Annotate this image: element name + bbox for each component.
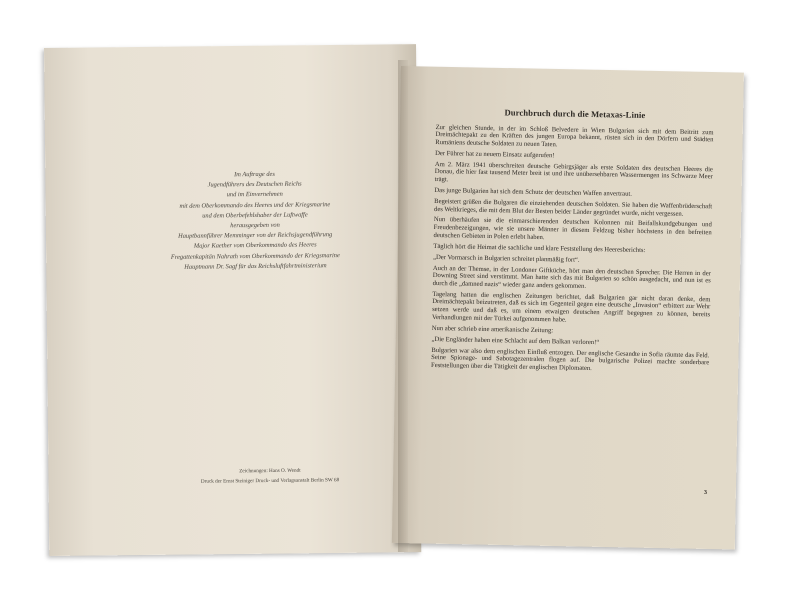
imprint-line: Hauptmann Dr. Sagf für das Reichsluftfahrtministerium: [184, 262, 327, 271]
paragraph: „Die Engländer haben eine Schlacht auf dem Balkan verloren!“: [431, 335, 600, 346]
imprint-block: [119, 169, 390, 274]
imprint-line: Fregattenkapitän Nahrath vom Oberkommando der Kriegsmarine: [170, 251, 340, 261]
imprint-line: Im Auftrage des: [234, 170, 275, 179]
imprint-line: herausgegeben von: [230, 221, 280, 230]
imprint-line: Jugendführers des Deutschen Reichs: [207, 180, 302, 189]
article-title: Durchbruch durch die Metaxas-Linie: [504, 107, 646, 121]
paragraph: Tagelang hatten die englischen Zeitungen berichtet, daß Bulgarien gar nicht daran denke, dem Dreimächtepakt beizutreten, daß es sich im Gegenteil gegen eine deutsche „Invasion“ erbittert zur Wehr setzen werde und daß es, um einem etwaigen deutschen Angriff begegnen zu können, bereits Verhandlungen mit der Türkei aufgenommen habe.: [431, 290, 711, 324]
printer-credit: Druck der Ernst Steiniger Druck- und Verlagsanstalt Berlin SW 68: [200, 477, 340, 485]
article: [431, 108, 714, 378]
paragraph: „Der Vormarsch in Bulgarien schreitet planmäßig fort“.: [433, 253, 580, 264]
imprint-line: Major Kaether vom Oberkommando des Heeres: [193, 241, 317, 251]
illustration-credit: Zeichnungen: Hans O. Wendt: [239, 467, 301, 475]
paragraph: Bulgarien war also dem englischen Einfluß entzogen. Der englische Gesandte in Sofia räumte das Feld. Seine Spionage- und Sabotagezentralen flogen auf. Die bulgarische Polizei machte sonderbare Feststellungen über die Tätigkeit der englischen Diplomaten.: [430, 346, 710, 372]
imprint-line: und dem Oberbefehlshaber der Luftwaffe: [202, 211, 308, 220]
paragraph: Zur gleichen Stunde, in der im Schloß Belvedere in Wien Bulgarien sich mit dem Beitritt zum Dreimächtepakt zu den Kräften des jungen Europa bekannt, rüsten sich in den Dörfern und Städten Rumäniens deutsche Soldaten zu neuen Taten.: [435, 123, 714, 149]
paragraph: Nun aber schrieb eine amerikanische Zeitung:: [431, 324, 554, 334]
book-gutter: [398, 60, 408, 552]
imprint-line: Hauptbannführer Memminger von der Reichsjugendführung: [178, 231, 333, 241]
imprint-line: mit dem Oberkommando des Heeres und der Kriegsmarine: [179, 200, 331, 210]
credits-block: [150, 465, 390, 488]
page-number: 3: [704, 490, 707, 496]
paragraph: Begeistert grüßen die Bulgaren die einziehenden deutschen Soldaten. Sie haben die Waffenbrüderschaft des Weltkrieges, die mit dem Blut der Besten beider Länder gegründet wurde, nicht vergessen.: [433, 197, 713, 218]
paragraph: Am 2. März 1941 überschreiten deutsche Gebirgsjäger als erste Soldaten des deutschen Heeres die Donau, die hier fast tausend Meter breit ist und ihre unübersehbaren Wassermengen ins Schwarze Meer trägt.: [434, 160, 713, 184]
paragraph: Nun überhäufen sie die einmarschierenden deutschen Kolonnen mit Beifallskundgebungen und Freudenbezeigungen, wie sie unsere Männer in diesem Feldzug bisher höchstens in den befreiten deutschen Gebieten in Polen erlebt haben.: [433, 216, 712, 241]
paragraph: Der Führer hat zu neuem Einsatz aufgerufen!: [435, 149, 555, 160]
paragraph: Auch an der Themse, in der Londoner Giftküche, hört man den deutschen Sprecher. Die Herren in der Downing Street sind verstimmt. Man hatte sich das mit Bulgarien so schön ausgedacht, und nun ist es durch die „damned nazis“ wieder ganz anders gekommen.: [432, 264, 711, 290]
imprint-line: und im Einvernehmen: [226, 191, 283, 199]
paragraph: Täglich hört die Heimat die sachliche und klare Feststellung des Heeresberichts:: [433, 242, 646, 254]
paragraph: Das junge Bulgarien hat sich dem Schutz der deutschen Waffen anvertraut.: [434, 186, 632, 198]
